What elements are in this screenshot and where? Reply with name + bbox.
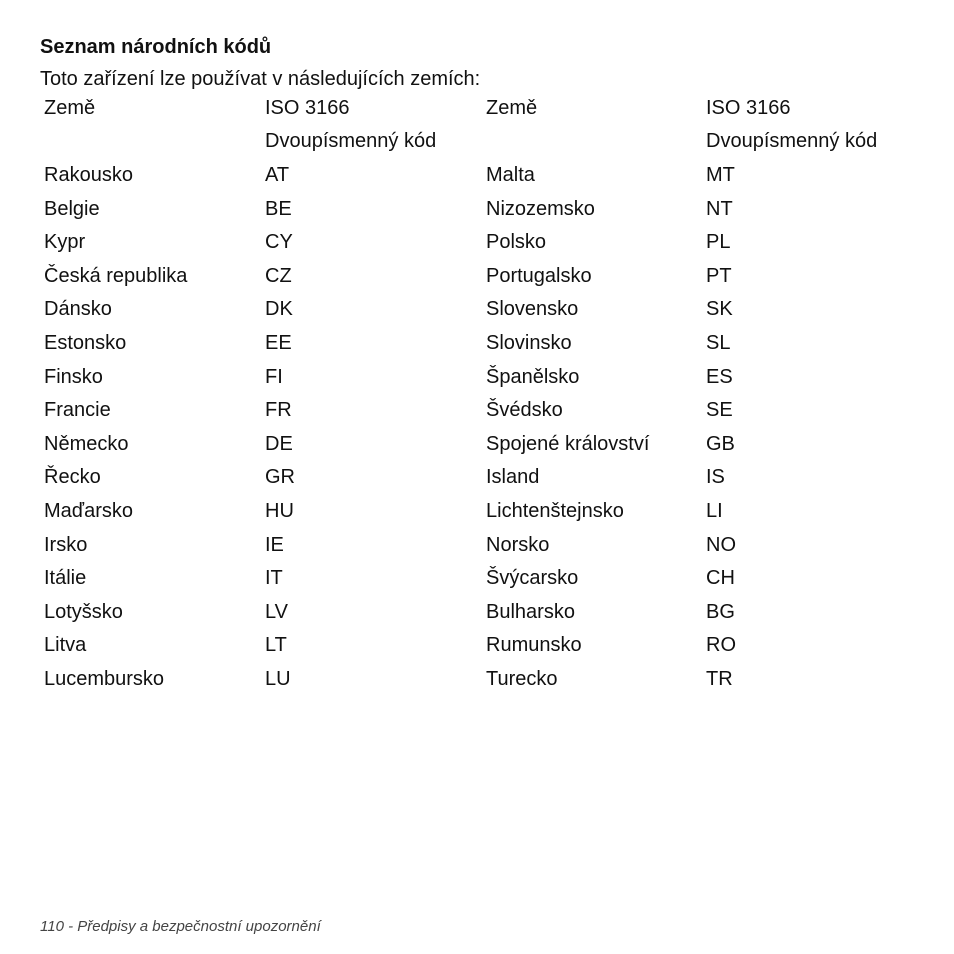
intro-text: Toto zařízení lze používat v následujících zemích: (40, 68, 481, 90)
iso-code-cell: NO (706, 533, 736, 556)
country-cell: Itálie (44, 567, 87, 590)
iso-code-cell: LT (265, 634, 287, 657)
iso-code-cell: CZ (265, 264, 292, 287)
country-cell: Švýcarsko (486, 567, 579, 590)
subheader-country-1 (44, 125, 265, 159)
country-cell: Slovinsko (486, 331, 572, 354)
country-cell: Rakousko (44, 163, 133, 186)
country-cell: Slovensko (486, 298, 579, 321)
country-cell: Litva (44, 634, 87, 657)
iso-code-cell: LI (706, 499, 723, 522)
iso-code-cell: IS (706, 466, 725, 489)
iso-code-cell: SL (706, 331, 731, 354)
country-cell: Lotyšsko (44, 600, 123, 623)
country-cell: Bulharsko (486, 600, 575, 623)
iso-code-cell: AT (265, 163, 290, 186)
country-cell: Kypr (44, 231, 86, 254)
country-cell: Spojené království (486, 432, 650, 455)
table-row (44, 662, 936, 696)
country-cell: Dánsko (44, 298, 112, 321)
header-country-1: Země (44, 96, 96, 119)
iso-code-cell: BG (706, 600, 735, 623)
country-cell: Island (486, 466, 540, 489)
subheader-country-2 (486, 125, 706, 159)
country-cell: Rumunsko (486, 634, 582, 657)
table-row (44, 528, 936, 562)
table-row (44, 561, 936, 595)
iso-code-cell: CY (265, 231, 293, 254)
table-row (44, 192, 936, 226)
table-row (44, 494, 936, 528)
iso-code-cell: SK (706, 298, 733, 321)
table-header-row (44, 91, 936, 125)
iso-code-cell: MT (706, 163, 735, 186)
country-cell: Německo (44, 432, 129, 455)
page-title: Seznam národních kódů (40, 36, 272, 58)
table-row (44, 393, 936, 427)
country-cell: Lichtenštejnsko (486, 499, 624, 522)
table-subheader-row (44, 125, 936, 159)
iso-code-cell: HU (265, 499, 294, 522)
table-row (44, 158, 936, 192)
table-row (44, 595, 936, 629)
header-iso-2: ISO 3166 (706, 96, 791, 119)
table-row (44, 360, 936, 394)
iso-code-cell: TR (706, 667, 733, 690)
iso-code-cell: LU (265, 667, 291, 690)
table-row (44, 427, 936, 461)
subheader-iso-2: Dvoupísmenný kód (706, 130, 878, 153)
country-cell: Maďarsko (44, 499, 133, 522)
iso-code-cell: ES (706, 365, 733, 388)
iso-code-cell: IT (265, 567, 283, 590)
country-cell: Španělsko (486, 365, 580, 388)
iso-code-cell: IE (265, 533, 284, 556)
country-cell: Nizozemsko (486, 197, 595, 220)
country-cell: Francie (44, 399, 111, 422)
country-cell: Švédsko (486, 399, 563, 422)
iso-code-cell: CH (706, 567, 735, 590)
country-cell: Malta (486, 163, 535, 186)
iso-code-cell: PT (706, 264, 732, 287)
table-row (44, 293, 936, 327)
country-cell: Lucembursko (44, 667, 165, 690)
page-footer: 110 - Předpisy a bezpečnostní upozornění (40, 918, 321, 935)
iso-code-cell: NT (706, 197, 733, 220)
iso-code-cell: DE (265, 432, 293, 455)
table-row (44, 259, 936, 293)
iso-code-cell: GR (265, 466, 295, 489)
country-cell: Řecko (44, 466, 101, 489)
table-row (44, 461, 936, 495)
iso-code-cell: LV (265, 600, 288, 623)
country-cell: Belgie (44, 197, 100, 220)
country-cell: Finsko (44, 365, 103, 388)
iso-code-cell: SE (706, 399, 733, 422)
iso-code-cell: EE (265, 331, 292, 354)
country-cell: Česká republika (44, 264, 188, 287)
header-country-2: Země (486, 96, 538, 119)
country-cell: Irsko (44, 533, 88, 556)
table-row (44, 225, 936, 259)
iso-code-cell: PL (706, 231, 731, 254)
country-code-table-body (44, 91, 936, 696)
country-cell: Portugalsko (486, 264, 592, 287)
country-cell: Estonsko (44, 331, 127, 354)
iso-code-cell: GB (706, 432, 735, 455)
table-row (44, 629, 936, 663)
iso-code-cell: BE (265, 197, 292, 220)
subheader-iso-1: Dvoupísmenný kód (265, 130, 437, 153)
country-code-table (44, 91, 936, 696)
country-cell: Turecko (486, 667, 558, 690)
header-iso-1: ISO 3166 (265, 96, 350, 119)
iso-code-cell: DK (265, 298, 293, 321)
country-cell: Polsko (486, 231, 547, 254)
iso-code-cell: FI (265, 365, 283, 388)
table-row (44, 326, 936, 360)
iso-code-cell: RO (706, 634, 736, 657)
country-cell: Norsko (486, 533, 550, 556)
iso-code-cell: FR (265, 399, 292, 422)
